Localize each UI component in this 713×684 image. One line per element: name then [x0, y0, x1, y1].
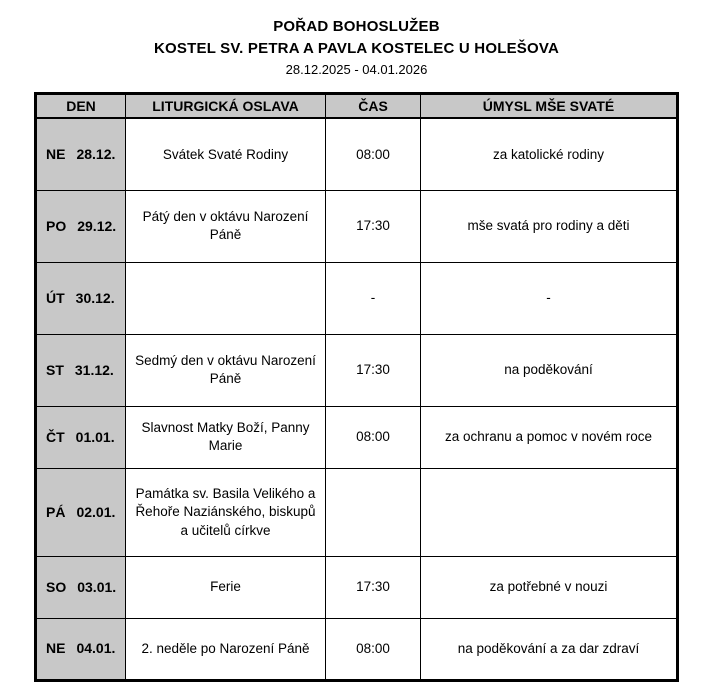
- intention-cell: mše svatá pro rodiny a děti: [421, 190, 678, 262]
- day-date: 03.01.: [77, 578, 117, 595]
- time-cell: 17:30: [326, 556, 421, 618]
- celebration-cell: Pátý den v oktávu Narození Páně: [126, 190, 326, 262]
- document-header: [0, 0, 713, 77]
- intention-cell: za katolické rodiny: [421, 118, 678, 190]
- time-cell: [326, 468, 421, 556]
- page-subtitle: KOSTEL SV. PETRA A PAVLA KOSTELEC U HOLEŠOVA: [154, 39, 559, 57]
- intention-cell: -: [421, 262, 678, 334]
- day-date: 04.01.: [76, 640, 116, 657]
- col-header-liturgicka-oslava: LITURGICKÁ OSLAVA: [126, 93, 326, 118]
- day-abbr: SO: [46, 578, 67, 595]
- day-date: 02.01.: [76, 503, 116, 520]
- day-abbr: PO: [46, 217, 67, 234]
- time-cell: 08:00: [326, 118, 421, 190]
- time-cell: 08:00: [326, 618, 421, 680]
- day-cell: [36, 618, 126, 680]
- day-cell: [36, 406, 126, 468]
- table-row: [36, 556, 678, 618]
- intention-cell: za potřebné v nouzi: [421, 556, 678, 618]
- day-cell: [36, 262, 126, 334]
- intention-cell: na poděkování: [421, 334, 678, 406]
- celebration-cell: Památka sv. Basila Velikého a Řehoře Naziánského, biskupů a učitelů církve: [126, 468, 326, 556]
- time-cell: 08:00: [326, 406, 421, 468]
- schedule-table: [34, 92, 679, 682]
- table-row: [36, 406, 678, 468]
- day-abbr: NE: [46, 640, 66, 657]
- date-range: 28.12.2025 - 04.01.2026: [285, 61, 428, 77]
- table-row: [36, 334, 678, 406]
- day-date: 01.01.: [75, 428, 115, 445]
- celebration-cell: 2. neděle po Narození Páně: [126, 618, 326, 680]
- table-row: [36, 618, 678, 680]
- day-cell: [36, 468, 126, 556]
- time-cell: 17:30: [326, 190, 421, 262]
- celebration-cell: Slavnost Matky Boží, Panny Marie: [126, 406, 326, 468]
- time-cell: 17:30: [326, 334, 421, 406]
- day-date: 30.12.: [75, 289, 115, 306]
- celebration-cell: Svátek Svaté Rodiny: [126, 118, 326, 190]
- day-cell: [36, 190, 126, 262]
- col-header-den: DEN: [36, 93, 126, 118]
- intention-cell: [421, 468, 678, 556]
- table-row: [36, 118, 678, 190]
- day-abbr: ST: [46, 361, 64, 378]
- intention-cell: na poděkování a za dar zdraví: [421, 618, 678, 680]
- table-row: [36, 468, 678, 556]
- col-header-umysl: ÚMYSL MŠE SVATÉ: [421, 93, 678, 118]
- day-cell: [36, 556, 126, 618]
- day-date: 29.12.: [77, 217, 117, 234]
- col-header-cas: ČAS: [326, 93, 421, 118]
- day-abbr: PÁ: [46, 503, 66, 520]
- intention-cell: za ochranu a pomoc v novém roce: [421, 406, 678, 468]
- day-abbr: NE: [46, 146, 66, 163]
- celebration-cell: [126, 262, 326, 334]
- day-abbr: ČT: [46, 428, 65, 445]
- day-cell: [36, 334, 126, 406]
- table-header-row: [36, 93, 678, 118]
- table-row: [36, 190, 678, 262]
- table-row: [36, 262, 678, 334]
- celebration-cell: Ferie: [126, 556, 326, 618]
- day-cell: [36, 118, 126, 190]
- celebration-cell: Sedmý den v oktávu Narození Páně: [126, 334, 326, 406]
- page-title: POŘAD BOHOSLUŽEB: [273, 18, 440, 35]
- day-date: 31.12.: [74, 361, 114, 378]
- time-cell: -: [326, 262, 421, 334]
- day-abbr: ÚT: [46, 289, 65, 306]
- day-date: 28.12.: [76, 146, 116, 163]
